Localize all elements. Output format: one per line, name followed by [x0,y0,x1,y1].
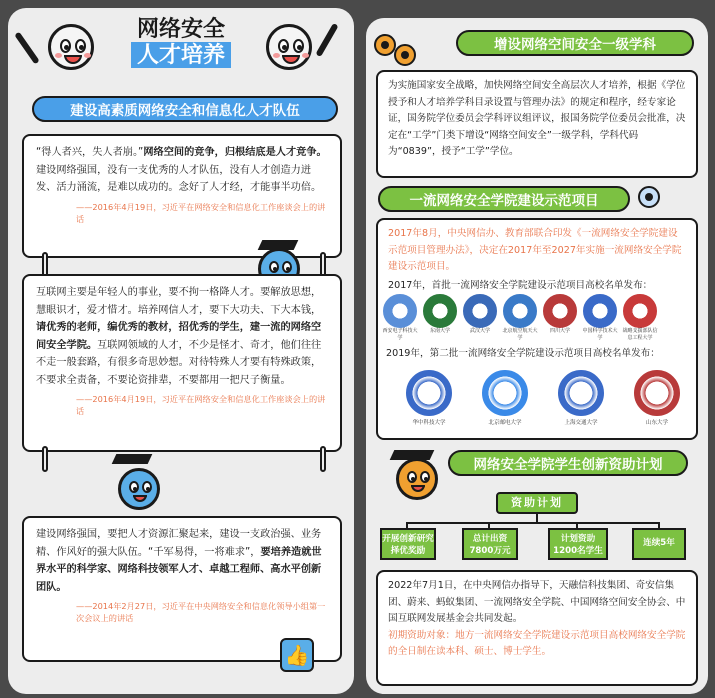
quote-card-1: “得人者兴，失人者崩。”网络空间的竞争，归根结底是人才竞争。建设网络强国，没有一支优秀的人才队伍，没有人才创造力迸发、活力涌流，是难以成功的。念好了人才经，才能事半功倍。 —— 2016年4月19日，习近平在网络安全和信息化工作座谈会上的讲话 [22,134,342,258]
university-name: 华中科技大学 [412,420,446,426]
thumbs-up-icon: 👍 [280,638,314,672]
university-logo [582,294,618,342]
left-panel [8,8,354,694]
university-logo [404,370,454,427]
fund-card [376,570,698,686]
university-name: 山东大学 [645,420,668,426]
title-line-1: 网络安全 [136,16,225,42]
banner-demo-project: 一流网络安全学院建设示范项目 [378,186,630,212]
university-name: 武汉大学 [469,328,490,334]
fund-title: 资助计划 [496,492,578,514]
demo-intro: 2017年8月，中央网信办、教育部联合印发《一流网络安全学院建设示范项目管理办法》，决定在2017年至2027年实施一流网络安全学院建设示范项目。 [388,228,682,272]
university-name: 四川大学 [549,328,570,334]
university-logo [480,370,530,427]
university-logo [382,294,418,342]
mascot-small [118,468,160,510]
mascot-right [266,24,312,70]
binder-ring [320,446,326,472]
batch1-title: 2017年，首批一流网络安全学院建设示范项目高校名单发布： [388,279,653,291]
right-panel [366,18,708,694]
university-logo [632,370,682,427]
quote-source: —— 2014年2月27日，习近平在中央网络安全和信息化领导小组第一次会议上的讲话 [36,600,328,624]
quote-source: —— 2016年4月19日，习近平在网络安全和信息化工作座谈会上的讲话 [36,393,328,417]
fund-box-students: 计划资助1200名学生 [548,528,608,560]
university-logo [462,294,498,342]
batch2-title: 2019年，第二批一流网络安全学院建设示范项目高校名单发布： [386,348,660,359]
university-name: 东南大学 [429,328,450,334]
quote-source: —— 2016年4月19日，习近平在网络安全和信息化工作座谈会上的讲话 [36,201,328,225]
title-line-2: 人才培养 [131,42,231,68]
banner-innovation-fund: 网络安全学院学生创新资助计划 [448,450,688,476]
university-emblem-icon [463,294,497,328]
university-emblem-icon [558,370,604,416]
university-emblem-icon [543,294,577,328]
mascot-small [396,458,438,500]
university-emblem-icon [623,294,657,328]
university-logo [542,294,578,342]
discipline-card: 为实施国家安全战略，加快网络空间安全高层次人才培养，根据《学位授予和人才培养学科目录设置与管理办法》的规定和程序，经专家论证，国务院学位委员会学科评议组评议，报国务院学位委员会批准，决定在“工学”门类下增设“网络空间安全”一级学科，学科代码为“0839”，授予“工学”学位。 [376,70,698,178]
university-name: 战略支援部队信息工程大学 [622,328,658,341]
fund-box-research: 开展创新研究择优奖励 [380,528,436,560]
university-logo [422,294,458,342]
section-banner: 建设高素质网络安全和信息化人才队伍 [32,96,338,122]
university-emblem-icon [634,370,680,416]
fund-box-years: 连续5年 [632,528,686,560]
university-emblem-icon [383,294,417,328]
university-name: 北京航空航天大学 [502,328,538,341]
flower-icon [394,44,416,66]
binder-ring [42,446,48,472]
university-logo [502,294,538,342]
quote-card-2: 互联网主要是年轻人的事业，要不拘一格降人才。要解放思想，慧眼识才，爱才惜才。培养网信人才，要下大功夫、下大本钱，请优秀的老师，编优秀的教材，招优秀的学生，建一流的网络空间安全学院。互联网领域的人才，不少是怪才、奇才，他们往往不走一般套路，有很多奇思妙想。对待特殊人才要有特殊政策，不要求全责备，不要论资排辈，不要都用一把尺子衡量。 —— 2016年4月19日，习近平在网络安全和信息化工作座谈会上的讲话 [22,274,342,452]
quote-card-3: 建设网络强国，要把人才资源汇聚起来，建设一支政治强、业务精、作风好的强大队伍。“千军易得，一将难求”，要培养造就世界水平的科学家、网络科技领军人才、卓越工程师、高水平创新团队。 —— 2014年2月27日，习近平在中央网络安全和信息化领导小组第一次会议上的讲话 [22,516,342,662]
fund-description: 2022年7月1日，在中央网信办指导下，天融信科技集团、奇安信集团、蔚来、蚂蚁集团、一流网络安全学院、中国网络空间安全协会、中国互联网发展基金会共同发起。 [388,580,686,624]
university-emblem-icon [482,370,528,416]
flower-icon [638,186,660,208]
university-name: 上海交通大学 [564,420,598,426]
university-name: 北京邮电大学 [488,420,522,426]
banner-discipline: 增设网络空间安全一级学科 [456,30,694,56]
flower-icon [374,34,396,56]
university-logo [622,294,658,342]
batch1-logos [382,294,658,342]
fund-target: 初期资助对象：地方一流网络安全学院建设示范项目高校网络安全学院的全日制在读本科、硕士、博士学生。 [388,629,686,657]
university-emblem-icon [406,370,452,416]
graduation-cap-icon [112,454,153,464]
university-emblem-icon [423,294,457,328]
university-emblem-icon [503,294,537,328]
batch2-logos [404,370,682,427]
university-name: 西安电子科技大学 [382,328,418,341]
university-name: 中国科学技术大学 [582,328,618,341]
university-emblem-icon [583,294,617,328]
university-logo [556,370,606,427]
fund-box-budget: 总计出资7800万元 [462,528,518,560]
